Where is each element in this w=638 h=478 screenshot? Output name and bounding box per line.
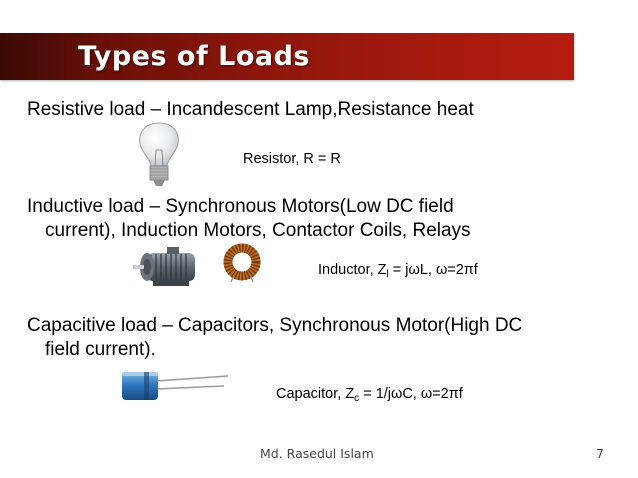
resistive-load-text: Resistive load – Incandescent Lamp,Resistance heat	[27, 99, 474, 120]
page-number: 7	[596, 446, 604, 461]
slide-title: Types of Loads	[78, 41, 310, 72]
inductive-load-text-line2: current), Induction Motors, Contactor Coils, Relays	[45, 220, 471, 241]
electric-motor-icon	[131, 244, 209, 290]
capacitor-formula: Capacitor, $Z_c = 1/j\omega C$, ω=2πf	[276, 386, 463, 404]
inductor-formula: Inductor, $Z_l = j\omega L$, ω=2πf	[318, 262, 478, 280]
footer-author: Md. Rasedul Islam	[260, 446, 374, 461]
capacitive-load-text-line2: field current).	[45, 339, 156, 360]
capacitive-load-text-line1: Capacitive load – Capacitors, Synchronous Motor(High DC	[27, 315, 523, 336]
toroidal-inductor-icon	[222, 242, 262, 282]
resistor-formula: Resistor, R = R	[243, 151, 341, 167]
capacitor-icon	[118, 364, 230, 410]
light-bulb-icon	[134, 120, 184, 190]
inductive-load-text-line1: Inductive load – Synchronous Motors(Low DC field	[27, 196, 454, 217]
